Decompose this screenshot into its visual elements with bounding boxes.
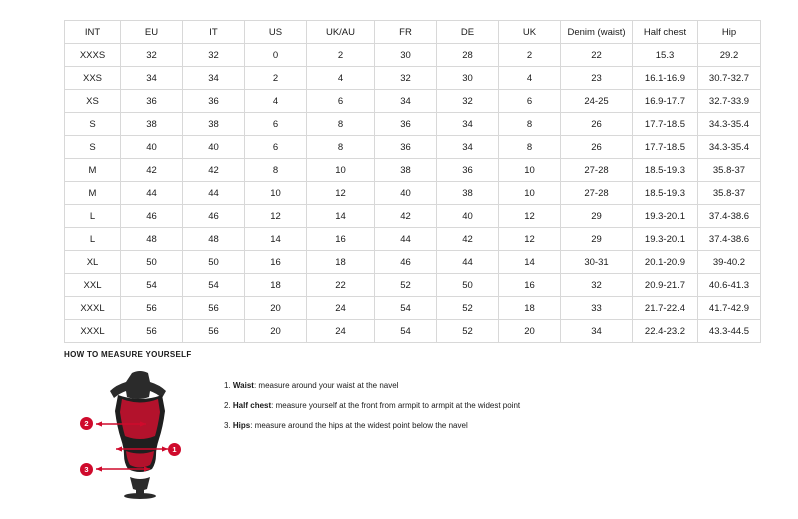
table-row <box>65 182 761 205</box>
cell-fr: 52 <box>375 274 437 297</box>
cell-uk-au: 16 <box>307 228 375 251</box>
size-chart-table <box>64 20 761 343</box>
table-row <box>65 251 761 274</box>
table-row <box>65 159 761 182</box>
cell-hip: 29.2 <box>698 44 761 67</box>
cell-half-chest: 17.7-18.5 <box>633 136 698 159</box>
measure-badge-3: 3 <box>80 463 93 476</box>
cell-uk-au: 24 <box>307 297 375 320</box>
cell-eu: 44 <box>121 182 183 205</box>
column-header-half-chest: Half chest <box>633 21 698 44</box>
cell-de: 36 <box>437 159 499 182</box>
table-row <box>65 297 761 320</box>
cell-uk-au: 22 <box>307 274 375 297</box>
cell-us: 20 <box>245 320 307 343</box>
cell-eu: 34 <box>121 67 183 90</box>
measure-notes-list <box>224 369 520 441</box>
cell-half-chest: 18.5-19.3 <box>633 159 698 182</box>
cell-eu: 42 <box>121 159 183 182</box>
cell-de: 50 <box>437 274 499 297</box>
cell-us: 16 <box>245 251 307 274</box>
measure-note-2-number: 2. <box>224 401 231 410</box>
cell-half-chest: 16.1-16.9 <box>633 67 698 90</box>
cell-uk-au: 4 <box>307 67 375 90</box>
cell-uk-au: 24 <box>307 320 375 343</box>
table-header <box>65 21 761 44</box>
size-chart-table-container <box>64 20 750 343</box>
table-row <box>65 228 761 251</box>
cell-denim-waist: 34 <box>561 320 633 343</box>
cell-de: 40 <box>437 205 499 228</box>
cell-hip: 37.4-38.6 <box>698 205 761 228</box>
cell-int: M <box>65 182 121 205</box>
cell-us: 4 <box>245 90 307 113</box>
cell-uk-au: 2 <box>307 44 375 67</box>
measure-badge-1: 1 <box>168 443 181 456</box>
how-to-measure-body <box>64 369 744 499</box>
measure-note-1-text: : measure around your waist at the navel <box>253 381 399 390</box>
cell-int: S <box>65 136 121 159</box>
cell-us: 12 <box>245 205 307 228</box>
cell-eu: 38 <box>121 113 183 136</box>
measure-note-3-label: Hips <box>232 421 251 430</box>
cell-denim-waist: 27-28 <box>561 159 633 182</box>
cell-half-chest: 19.3-20.1 <box>633 228 698 251</box>
mannequin-illustration-icon <box>80 369 200 499</box>
cell-eu: 40 <box>121 136 183 159</box>
column-header-us: US <box>245 21 307 44</box>
table-row <box>65 320 761 343</box>
cell-fr: 38 <box>375 159 437 182</box>
measure-note-2-text: : measure yourself at the front from armpit to armpit at the widest point <box>271 401 521 410</box>
cell-fr: 54 <box>375 320 437 343</box>
cell-it: 38 <box>183 113 245 136</box>
cell-it: 54 <box>183 274 245 297</box>
measure-note-1-number: 1. <box>224 381 231 390</box>
mannequin-figure <box>80 369 200 499</box>
column-header-hip: Hip <box>698 21 761 44</box>
cell-de: 52 <box>437 320 499 343</box>
cell-it: 56 <box>183 297 245 320</box>
cell-half-chest: 19.3-20.1 <box>633 205 698 228</box>
cell-int: XXXL <box>65 320 121 343</box>
cell-denim-waist: 30-31 <box>561 251 633 274</box>
cell-hip: 30.7-32.7 <box>698 67 761 90</box>
cell-int: XXXL <box>65 297 121 320</box>
table-row <box>65 67 761 90</box>
cell-uk-au: 18 <box>307 251 375 274</box>
cell-de: 28 <box>437 44 499 67</box>
cell-it: 56 <box>183 320 245 343</box>
cell-int: XXS <box>65 67 121 90</box>
cell-half-chest: 18.5-19.3 <box>633 182 698 205</box>
cell-us: 18 <box>245 274 307 297</box>
cell-hip: 32.7-33.9 <box>698 90 761 113</box>
cell-hip: 41.7-42.9 <box>698 297 761 320</box>
measure-badge-2: 2 <box>80 417 93 430</box>
cell-fr: 30 <box>375 44 437 67</box>
measure-note-half-chest <box>224 401 520 411</box>
cell-int: M <box>65 159 121 182</box>
cell-uk: 12 <box>499 205 561 228</box>
cell-int: XL <box>65 251 121 274</box>
measure-note-3-text: : measure around the hips at the widest point below the navel <box>250 421 468 430</box>
cell-it: 34 <box>183 67 245 90</box>
cell-int: L <box>65 205 121 228</box>
column-header-uk-au: UK/AU <box>307 21 375 44</box>
column-header-denim-waist: Denim (waist) <box>561 21 633 44</box>
cell-fr: 36 <box>375 136 437 159</box>
cell-de: 44 <box>437 251 499 274</box>
cell-denim-waist: 26 <box>561 136 633 159</box>
cell-de: 30 <box>437 67 499 90</box>
cell-hip: 35.8-37 <box>698 182 761 205</box>
cell-denim-waist: 29 <box>561 205 633 228</box>
cell-uk: 8 <box>499 136 561 159</box>
cell-us: 2 <box>245 67 307 90</box>
cell-eu: 54 <box>121 274 183 297</box>
cell-uk-au: 8 <box>307 113 375 136</box>
cell-denim-waist: 32 <box>561 274 633 297</box>
cell-uk: 14 <box>499 251 561 274</box>
measure-note-3-number: 3. <box>224 421 231 430</box>
cell-hip: 35.8-37 <box>698 159 761 182</box>
cell-int: XXL <box>65 274 121 297</box>
table-row <box>65 274 761 297</box>
column-header-de: DE <box>437 21 499 44</box>
cell-int: XXXS <box>65 44 121 67</box>
cell-denim-waist: 26 <box>561 113 633 136</box>
cell-de: 32 <box>437 90 499 113</box>
cell-eu: 56 <box>121 320 183 343</box>
cell-uk: 10 <box>499 159 561 182</box>
cell-de: 42 <box>437 228 499 251</box>
table-row <box>65 205 761 228</box>
cell-half-chest: 15.3 <box>633 44 698 67</box>
cell-de: 38 <box>437 182 499 205</box>
cell-us: 14 <box>245 228 307 251</box>
cell-us: 6 <box>245 136 307 159</box>
column-header-int: INT <box>65 21 121 44</box>
table-row <box>65 90 761 113</box>
cell-int: L <box>65 228 121 251</box>
column-header-fr: FR <box>375 21 437 44</box>
cell-us: 8 <box>245 159 307 182</box>
cell-fr: 36 <box>375 113 437 136</box>
table-header-row <box>65 21 761 44</box>
cell-half-chest: 20.9-21.7 <box>633 274 698 297</box>
table-row <box>65 136 761 159</box>
cell-denim-waist: 24-25 <box>561 90 633 113</box>
cell-denim-waist: 27-28 <box>561 182 633 205</box>
cell-denim-waist: 29 <box>561 228 633 251</box>
cell-uk-au: 6 <box>307 90 375 113</box>
cell-us: 20 <box>245 297 307 320</box>
column-header-uk: UK <box>499 21 561 44</box>
cell-it: 42 <box>183 159 245 182</box>
cell-fr: 46 <box>375 251 437 274</box>
how-to-measure-title: HOW TO MEASURE YOURSELF <box>64 350 192 359</box>
cell-eu: 50 <box>121 251 183 274</box>
cell-us: 0 <box>245 44 307 67</box>
cell-uk: 6 <box>499 90 561 113</box>
cell-eu: 46 <box>121 205 183 228</box>
cell-de: 34 <box>437 113 499 136</box>
column-header-it: IT <box>183 21 245 44</box>
cell-eu: 48 <box>121 228 183 251</box>
cell-it: 48 <box>183 228 245 251</box>
table-row <box>65 113 761 136</box>
cell-hip: 39-40.2 <box>698 251 761 274</box>
cell-eu: 36 <box>121 90 183 113</box>
cell-it: 50 <box>183 251 245 274</box>
cell-it: 46 <box>183 205 245 228</box>
measure-note-hips <box>224 421 520 431</box>
cell-half-chest: 22.4-23.2 <box>633 320 698 343</box>
cell-eu: 56 <box>121 297 183 320</box>
cell-hip: 34.3-35.4 <box>698 113 761 136</box>
cell-int: S <box>65 113 121 136</box>
cell-half-chest: 20.1-20.9 <box>633 251 698 274</box>
cell-half-chest: 16.9-17.7 <box>633 90 698 113</box>
cell-it: 44 <box>183 182 245 205</box>
cell-uk: 18 <box>499 297 561 320</box>
cell-fr: 54 <box>375 297 437 320</box>
table-row <box>65 44 761 67</box>
cell-uk: 12 <box>499 228 561 251</box>
cell-half-chest: 17.7-18.5 <box>633 113 698 136</box>
cell-int: XS <box>65 90 121 113</box>
cell-uk: 8 <box>499 113 561 136</box>
cell-half-chest: 21.7-22.4 <box>633 297 698 320</box>
cell-it: 40 <box>183 136 245 159</box>
table-body <box>65 44 761 343</box>
cell-it: 32 <box>183 44 245 67</box>
cell-fr: 34 <box>375 90 437 113</box>
cell-uk-au: 12 <box>307 182 375 205</box>
cell-uk-au: 10 <box>307 159 375 182</box>
measure-note-1-label: Waist <box>232 381 254 390</box>
cell-uk: 20 <box>499 320 561 343</box>
cell-uk: 4 <box>499 67 561 90</box>
cell-fr: 40 <box>375 182 437 205</box>
cell-denim-waist: 22 <box>561 44 633 67</box>
cell-fr: 42 <box>375 205 437 228</box>
cell-eu: 32 <box>121 44 183 67</box>
cell-fr: 44 <box>375 228 437 251</box>
cell-hip: 40.6-41.3 <box>698 274 761 297</box>
cell-denim-waist: 33 <box>561 297 633 320</box>
cell-fr: 32 <box>375 67 437 90</box>
cell-hip: 43.3-44.5 <box>698 320 761 343</box>
cell-hip: 37.4-38.6 <box>698 228 761 251</box>
how-to-measure-section <box>64 350 744 499</box>
cell-uk-au: 14 <box>307 205 375 228</box>
cell-us: 6 <box>245 113 307 136</box>
cell-uk: 10 <box>499 182 561 205</box>
cell-us: 10 <box>245 182 307 205</box>
cell-denim-waist: 23 <box>561 67 633 90</box>
cell-uk: 2 <box>499 44 561 67</box>
cell-it: 36 <box>183 90 245 113</box>
cell-de: 52 <box>437 297 499 320</box>
measure-note-waist <box>224 381 520 391</box>
measure-note-2-label: Half chest <box>232 401 272 410</box>
cell-hip: 34.3-35.4 <box>698 136 761 159</box>
cell-uk-au: 8 <box>307 136 375 159</box>
cell-uk: 16 <box>499 274 561 297</box>
cell-de: 34 <box>437 136 499 159</box>
column-header-eu: EU <box>121 21 183 44</box>
